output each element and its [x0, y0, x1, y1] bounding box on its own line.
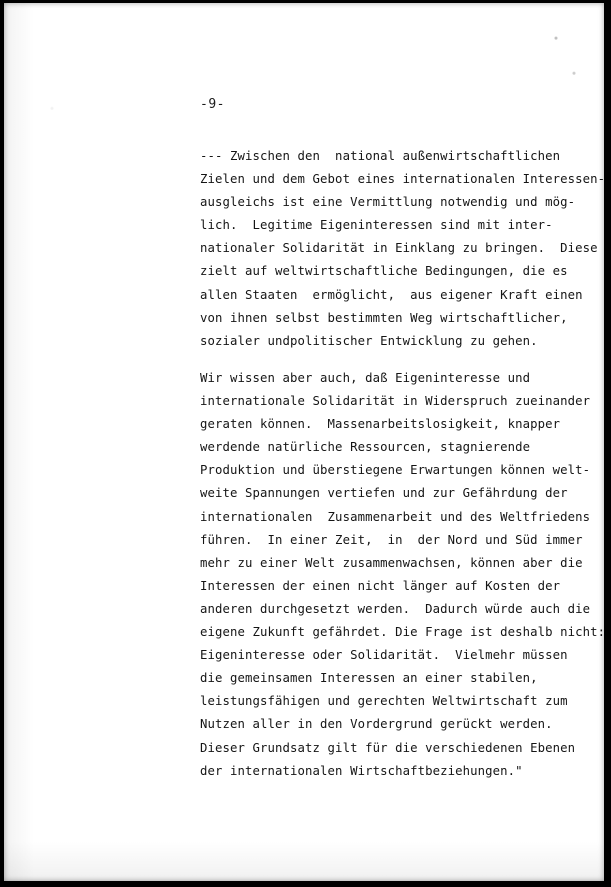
text-line: Produktion und überstiegene Erwartungen können welt- — [200, 463, 591, 478]
text-line: geraten können. Massenarbeitslosigkeit, knapper — [200, 417, 561, 432]
text-line: Dieser Grundsatz gilt für die verschiedenen Ebenen — [200, 740, 576, 755]
text-line: lich. Legitime Eigeninteressen sind mit inter- — [200, 218, 553, 233]
text-line: ausgleichs ist eine Vermittlung notwendig und mög- — [200, 195, 576, 210]
text-line: führen. In einer Zeit, in der Nord und Süd immer — [200, 532, 583, 547]
text-line: Wir wissen aber auch, daß Eigeninteresse und — [200, 371, 531, 385]
text-line: leistungsfähigen und gerechten Weltwirtschaft zum — [200, 694, 568, 709]
text-line: Eigeninteresse oder Solidarität. Vielmehr müssen — [200, 648, 568, 663]
text-line: von ihnen selbst bestimmten Weg wirtschaftlicher, — [200, 310, 568, 325]
text-line: werdende natürliche Ressourcen, stagnierende — [200, 440, 531, 455]
document-page — [4, 3, 604, 881]
text-line: Interessen der einen nicht länger auf Kosten der — [200, 578, 561, 593]
paragraph-2 — [200, 367, 605, 783]
text-line: internationalen Zusammenarbeit und des Weltfriedens — [200, 509, 591, 524]
text-line: internationale Solidarität in Widerspruch zueinander — [200, 394, 591, 409]
text-line: anderen durchgesetzt werden. Dadurch würde auch die — [200, 601, 591, 616]
text-line: nationaler Solidarität in Einklang zu bringen. Diese — [200, 241, 598, 256]
text-line: sozialer undpolitischer Entwicklung zu gehen. — [200, 333, 538, 348]
text-line: --- Zwischen den national außenwirtschaftlichen — [200, 149, 561, 163]
text-line: die gemeinsamen Interessen an einer stabilen, — [200, 671, 538, 686]
text-line: zielt auf weltwirtschaftliche Bedingungen, die es — [200, 264, 568, 279]
text-line: eigene Zukunft gefährdet. Die Frage ist deshalb nicht: — [200, 625, 606, 640]
text-line: mehr zu einer Welt zusammenwachsen, können aber die — [200, 555, 583, 570]
paragraph-1 — [200, 145, 605, 353]
text-line: Nutzen aller in den Vordergrund gerückt werden. — [200, 717, 553, 732]
text-line: weite Spannungen vertiefen und zur Gefährdung der — [200, 486, 568, 501]
page-number: -9- — [200, 97, 225, 112]
text-line: allen Staaten ermöglicht, aus eigener Kraft einen — [200, 287, 583, 302]
text-line: Zielen und dem Gebot eines internationalen Interessen- — [200, 172, 606, 187]
text-line: der internationalen Wirtschaftbeziehungen." — [200, 763, 523, 778]
